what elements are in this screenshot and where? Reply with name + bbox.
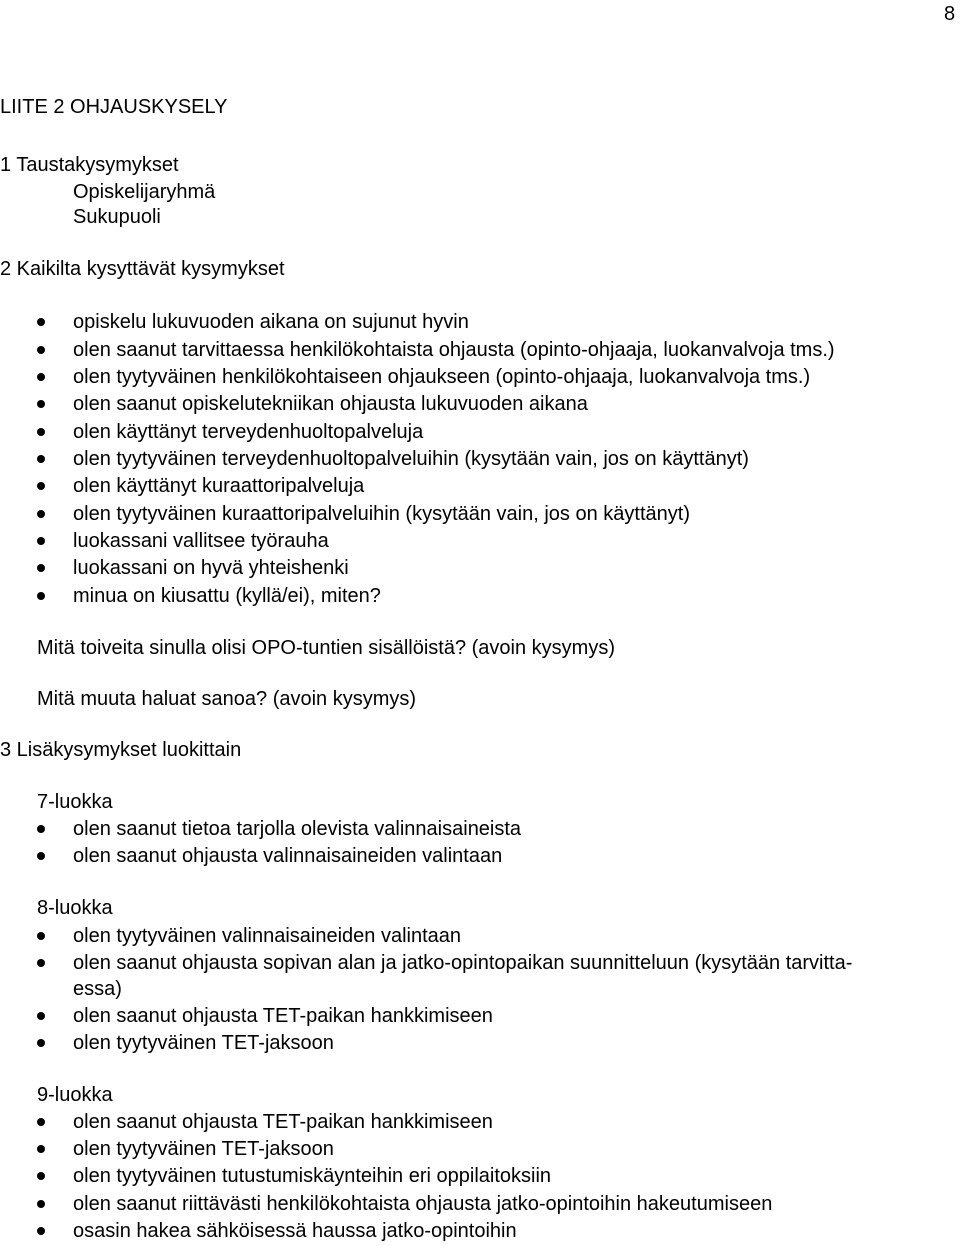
list-item: minua on kiusattu (kyllä/ei), miten? [73,585,381,607]
bullet-icon [37,959,45,967]
grade-7-label: 7-luokka [37,791,113,813]
bullet-icon [37,482,45,490]
list-item: olen tyytyväinen TET-jaksoon [73,1138,334,1160]
section-1-item: Opiskelijaryhmä [73,181,216,203]
list-item: osasin hakea sähköisessä haussa jatko-opintoihin [73,1220,517,1242]
bullet-icon [37,373,45,381]
list-item: olen tyytyväinen valinnaisaineiden valintaan [73,925,462,947]
bullet-icon [37,592,45,600]
grade-8-label: 8-luokka [37,897,113,919]
list-item: olen tyytyväinen kuraattoripalveluihin (kysytään vain, jos on käyttänyt) [73,503,690,525]
bullet-icon [37,400,45,408]
grade-9-label: 9-luokka [37,1084,113,1106]
bullet-icon [37,564,45,572]
bullet-icon [37,1039,45,1047]
list-item: olen saanut riittävästi henkilökohtaista ohjausta jatko-opintoihin hakeutumiseen [73,1193,773,1215]
list-item: olen tyytyväinen henkilökohtaiseen ohjaukseen (opinto-ohjaaja, luokanvalvoja tms.) [73,366,811,388]
list-item: olen saanut ohjausta TET-paikan hankkimiseen [73,1111,493,1133]
list-item: luokassani on hyvä yhteishenki [73,557,349,579]
bullet-icon [37,510,45,518]
list-item: olen tyytyväinen terveydenhuoltopalveluihin (kysytään vain, jos on käyttänyt) [73,448,749,470]
open-question: Mitä toiveita sinulla olisi OPO-tuntien sisällöistä? (avoin kysymys) [37,637,615,659]
bullet-icon [37,1118,45,1126]
bullet-icon [37,1227,45,1235]
list-item: olen tyytyväinen tutustumiskäynteihin eri oppilaitoksiin [73,1165,552,1187]
section-1-heading: 1 Taustakysymykset [0,154,179,176]
list-item: opiskelu lukuvuoden aikana on sujunut hyvin [73,311,469,333]
bullet-icon [37,825,45,833]
bullet-icon [37,1200,45,1208]
list-item: olen saanut ohjausta sopivan alan ja jatko-opintopaikan suunnitteluun (kysytään tarvitta- [73,952,853,974]
list-item: olen saanut tarvittaessa henkilökohtaista ohjausta (opinto-ohjaaja, luokanvalvoja tms.) [73,339,835,361]
list-item: olen saanut ohjausta TET-paikan hankkimiseen [73,1005,493,1027]
list-item: olen saanut ohjausta valinnaisaineiden valintaan [73,845,503,867]
section-1-item: Sukupuoli [73,206,161,228]
bullet-icon [37,346,45,354]
list-item: olen tyytyväinen TET-jaksoon [73,1032,334,1054]
list-item: olen saanut tietoa tarjolla olevista valinnaisaineista [73,818,522,840]
list-item-continuation: essa) [73,978,122,1000]
bullet-icon [37,1145,45,1153]
list-item: olen käyttänyt terveydenhuoltopalveluja [73,421,424,443]
list-item: olen käyttänyt kuraattoripalveluja [73,475,365,497]
document-title: LIITE 2 OHJAUSKYSELY [0,96,228,118]
bullet-icon [37,932,45,940]
bullet-icon [37,852,45,860]
list-item: olen saanut opiskelutekniikan ohjausta lukuvuoden aikana [73,393,588,415]
section-3-heading: 3 Lisäkysymykset luokittain [0,739,242,761]
open-question: Mitä muuta haluat sanoa? (avoin kysymys) [37,688,417,710]
bullet-icon [37,1012,45,1020]
bullet-icon [37,455,45,463]
list-item: luokassani vallitsee työrauha [73,530,329,552]
bullet-icon [37,1172,45,1180]
page-number: 8 [944,3,956,25]
bullet-icon [37,428,45,436]
bullet-icon [37,318,45,326]
bullet-icon [37,537,45,545]
section-2-heading: 2 Kaikilta kysyttävät kysymykset [0,258,285,280]
